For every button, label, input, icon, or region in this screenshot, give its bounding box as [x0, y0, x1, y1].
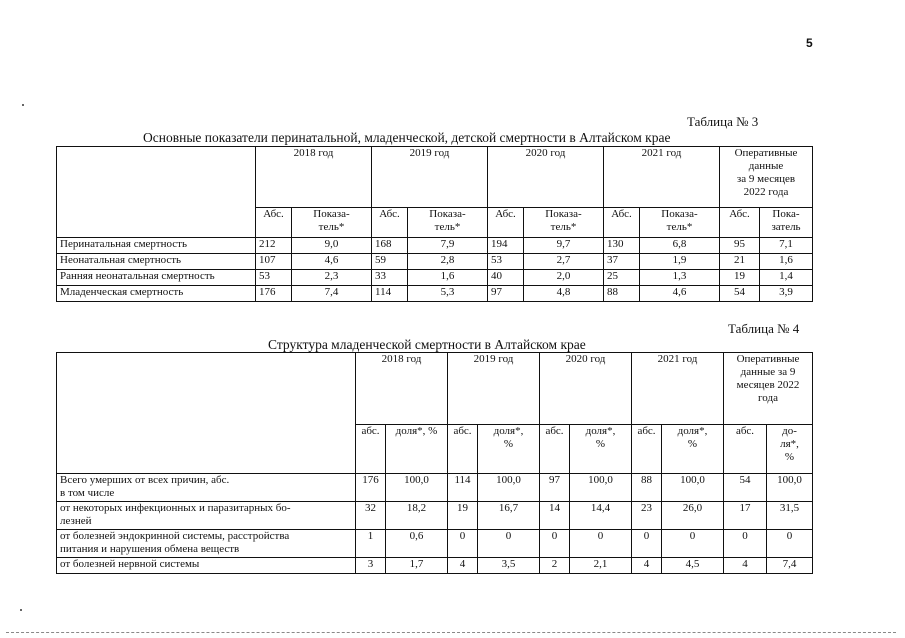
sub-header-abs: абс.: [632, 425, 662, 474]
value-cell: 3,9: [760, 286, 813, 302]
table3-operative-header: [720, 147, 813, 208]
value-cell: 2: [540, 558, 570, 574]
header-line: тель*: [318, 221, 345, 233]
table4-operative-header: [724, 353, 813, 425]
value-cell: 9,0: [292, 238, 372, 254]
row-label: [57, 558, 356, 574]
table4-year-header: 2020 год: [540, 353, 632, 425]
row-label: Младенческая смертность: [57, 286, 256, 302]
value-cell: 16,7: [478, 502, 540, 530]
value-cell: 4,6: [292, 254, 372, 270]
value-cell: 114: [448, 474, 478, 502]
row-label: Перинатальная смертность: [57, 238, 256, 254]
value-cell: 0: [632, 530, 662, 558]
label-line: в том числе: [60, 487, 115, 499]
header-line: 2022 года: [743, 186, 789, 198]
sub-header-indicator: [760, 208, 813, 238]
value-cell: 100,0: [662, 474, 724, 502]
table3: [56, 146, 813, 302]
value-cell: 3: [356, 558, 386, 574]
value-cell: 18,2: [386, 502, 448, 530]
value-cell: 17: [724, 502, 767, 530]
value-cell: 19: [720, 270, 760, 286]
value-cell: 107: [256, 254, 292, 270]
label-line: Всего умерших от всех причин, абс.: [60, 474, 230, 486]
value-cell: 1,7: [386, 558, 448, 574]
value-cell: 23: [632, 502, 662, 530]
value-cell: 1,4: [760, 270, 813, 286]
value-cell: 2,7: [524, 254, 604, 270]
value-cell: 2,0: [524, 270, 604, 286]
header-line: Показа-: [661, 208, 698, 220]
value-cell: 0: [570, 530, 632, 558]
value-cell: 4: [724, 558, 767, 574]
value-cell: 1,6: [760, 254, 813, 270]
header-line: доля*,: [493, 425, 524, 437]
sub-header-abs: абс.: [724, 425, 767, 474]
value-cell: 2,1: [570, 558, 632, 574]
sub-header-abs: абс.: [448, 425, 478, 474]
header-line: ля*,: [780, 438, 799, 450]
value-cell: 0,6: [386, 530, 448, 558]
value-cell: 14,4: [570, 502, 632, 530]
value-cell: 88: [632, 474, 662, 502]
sub-header-abs: абс.: [540, 425, 570, 474]
value-cell: 212: [256, 238, 292, 254]
value-cell: 9,7: [524, 238, 604, 254]
value-cell: 6,8: [640, 238, 720, 254]
value-cell: 176: [356, 474, 386, 502]
table3-year-header: 2021 год: [604, 147, 720, 208]
header-line: затель: [771, 221, 801, 233]
value-cell: 4,5: [662, 558, 724, 574]
value-cell: 2,3: [292, 270, 372, 286]
value-cell: 176: [256, 286, 292, 302]
header-line: Оперативные: [734, 147, 798, 159]
value-cell: 53: [488, 254, 524, 270]
sub-header-indicator: [292, 208, 372, 238]
value-cell: 97: [488, 286, 524, 302]
header-line: месяцев 2022: [736, 379, 800, 391]
row-label: Ранняя неонатальная смертность: [57, 270, 256, 286]
sub-header-abs: Абс.: [604, 208, 640, 238]
value-cell: 7,4: [767, 558, 813, 574]
value-cell: 3,5: [478, 558, 540, 574]
label-line: лезней: [60, 515, 92, 527]
header-line: Показа-: [545, 208, 582, 220]
table3-year-header: 2020 год: [488, 147, 604, 208]
header-line: Оперативные: [736, 353, 800, 365]
table4-title: Структура младенческой смертности в Алтайском крае: [268, 337, 586, 352]
sub-header-abs: Абс.: [488, 208, 524, 238]
value-cell: 0: [478, 530, 540, 558]
value-cell: 31,5: [767, 502, 813, 530]
value-cell: 19: [448, 502, 478, 530]
value-cell: 7,1: [760, 238, 813, 254]
value-cell: 1,6: [408, 270, 488, 286]
label-line: от болезней нервной системы: [60, 558, 200, 570]
sub-header-abs: Абс.: [256, 208, 292, 238]
header-line: Пока-: [772, 208, 800, 220]
value-cell: 7,9: [408, 238, 488, 254]
header-line: за 9 месяцев: [736, 173, 796, 185]
value-cell: 0: [767, 530, 813, 558]
header-line: тель*: [434, 221, 461, 233]
sub-header-indicator: [408, 208, 488, 238]
header-line: %: [503, 438, 514, 450]
value-cell: 1: [356, 530, 386, 558]
header-line: доля*,: [677, 425, 708, 437]
value-cell: 7,4: [292, 286, 372, 302]
value-cell: 54: [720, 286, 760, 302]
header-line: данные за 9: [740, 366, 796, 378]
sub-header-share: [570, 425, 632, 474]
sub-header-share: [478, 425, 540, 474]
value-cell: 21: [720, 254, 760, 270]
value-cell: 0: [724, 530, 767, 558]
value-cell: 5,3: [408, 286, 488, 302]
value-cell: 37: [604, 254, 640, 270]
table4-year-header: 2019 год: [448, 353, 540, 425]
table4-label: Таблица № 4: [728, 321, 800, 336]
row-label: Неонатальная смертность: [57, 254, 256, 270]
value-cell: 130: [604, 238, 640, 254]
sub-header-abs: Абс.: [372, 208, 408, 238]
header-line: до-: [782, 425, 797, 437]
value-cell: 0: [540, 530, 570, 558]
value-cell: 0: [662, 530, 724, 558]
table3-title: Основные показатели перинатальной, младенческой, детской смертности в Алтайском крае: [143, 130, 671, 145]
table3-corner-cell: [57, 147, 256, 238]
value-cell: 4,6: [640, 286, 720, 302]
value-cell: 33: [372, 270, 408, 286]
value-cell: 100,0: [478, 474, 540, 502]
header-line: %: [784, 451, 795, 463]
row-label: [57, 530, 356, 558]
page-number: 5: [806, 36, 813, 50]
sub-header-share: [662, 425, 724, 474]
value-cell: 14: [540, 502, 570, 530]
value-cell: 26,0: [662, 502, 724, 530]
value-cell: 100,0: [386, 474, 448, 502]
table4-year-header: 2018 год: [356, 353, 448, 425]
value-cell: 0: [448, 530, 478, 558]
label-line: питания и нарушения обмена веществ: [60, 543, 240, 555]
value-cell: 1,9: [640, 254, 720, 270]
scan-speck: [20, 609, 22, 611]
header-line: %: [595, 438, 606, 450]
value-cell: 1,3: [640, 270, 720, 286]
header-line: тель*: [550, 221, 577, 233]
label-line: от болезней эндокринной системы, расстройства: [60, 530, 290, 542]
sub-header-share: [767, 425, 813, 474]
value-cell: 53: [256, 270, 292, 286]
sub-header-share: доля*, %: [386, 425, 448, 474]
value-cell: 4,8: [524, 286, 604, 302]
value-cell: 100,0: [570, 474, 632, 502]
header-line: тель*: [666, 221, 693, 233]
value-cell: 95: [720, 238, 760, 254]
header-line: %: [687, 438, 698, 450]
value-cell: 88: [604, 286, 640, 302]
table4: [56, 352, 813, 574]
row-label: [57, 502, 356, 530]
value-cell: 32: [356, 502, 386, 530]
value-cell: 168: [372, 238, 408, 254]
table4-year-header: 2021 год: [632, 353, 724, 425]
header-line: Показа-: [313, 208, 350, 220]
label-line: от некоторых инфекционных и паразитарных бо-: [60, 502, 291, 514]
sub-header-abs: абс.: [356, 425, 386, 474]
scan-speck: [22, 104, 24, 106]
row-label: [57, 474, 356, 502]
value-cell: 100,0: [767, 474, 813, 502]
value-cell: 25: [604, 270, 640, 286]
table3-label: Таблица № 3: [687, 114, 759, 129]
value-cell: 40: [488, 270, 524, 286]
value-cell: 194: [488, 238, 524, 254]
header-line: доля*,: [585, 425, 616, 437]
value-cell: 54: [724, 474, 767, 502]
sub-header-indicator: [524, 208, 604, 238]
value-cell: 4: [448, 558, 478, 574]
sub-header-abs: Абс.: [720, 208, 760, 238]
table3-year-header: 2019 год: [372, 147, 488, 208]
header-line: года: [758, 392, 778, 404]
value-cell: 114: [372, 286, 408, 302]
scan-edge-line: [6, 632, 896, 633]
header-line: Показа-: [429, 208, 466, 220]
sub-header-indicator: [640, 208, 720, 238]
header-line: данные: [748, 160, 784, 172]
value-cell: 2,8: [408, 254, 488, 270]
table3-year-header: 2018 год: [256, 147, 372, 208]
table4-corner-cell: [57, 353, 356, 474]
value-cell: 97: [540, 474, 570, 502]
value-cell: 4: [632, 558, 662, 574]
value-cell: 59: [372, 254, 408, 270]
